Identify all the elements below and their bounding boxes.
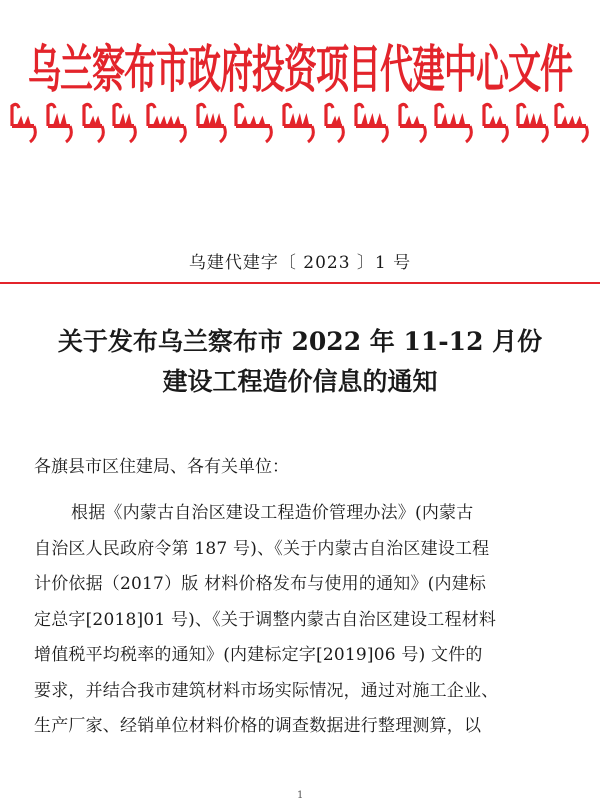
body-line: 增值税平均税率的通知》(内建标定字[2019]06 号) 文件的 [34,645,483,665]
body-line: 计价依据（2017）版 材料价格发布与使用的通知》(内建标 [34,574,487,594]
mongolian-script-title [8,98,592,146]
body-line: 生产厂家、经销单位材料价格的调查数据进行整理测算，以 [34,716,482,736]
document-title-line-1: 关于发布乌兰察布市 2022 年 11-12 月份 [57,327,543,356]
red-divider-line [0,282,600,284]
body-line: 要求，并结合我市建筑材料市场实际情况，通过对施工企业、 [34,680,499,701]
body-line: 根据《内蒙古自治区建设工程造价管理办法》(内蒙古 [71,503,474,523]
body-line: 定总字[2018]01 号)、《关于调整内蒙古自治区建设工程材料 [34,609,497,630]
document-title [0,322,600,402]
page-number: 1 [297,790,304,801]
body-line: 自治区人民政府令第 187 号)、《关于内蒙古自治区建设工程 [34,538,490,559]
document-number: 乌建代建字〔 2023 〕1 号 [188,253,412,273]
org-header-title: 乌兰察布市政府投资项目代建中心文件 [28,39,572,100]
salutation: 各旗县市区住建局、各有关单位： [34,457,289,477]
body-paragraph [34,496,584,745]
document-title-line-2: 建设工程造价信息的通知 [162,367,438,396]
